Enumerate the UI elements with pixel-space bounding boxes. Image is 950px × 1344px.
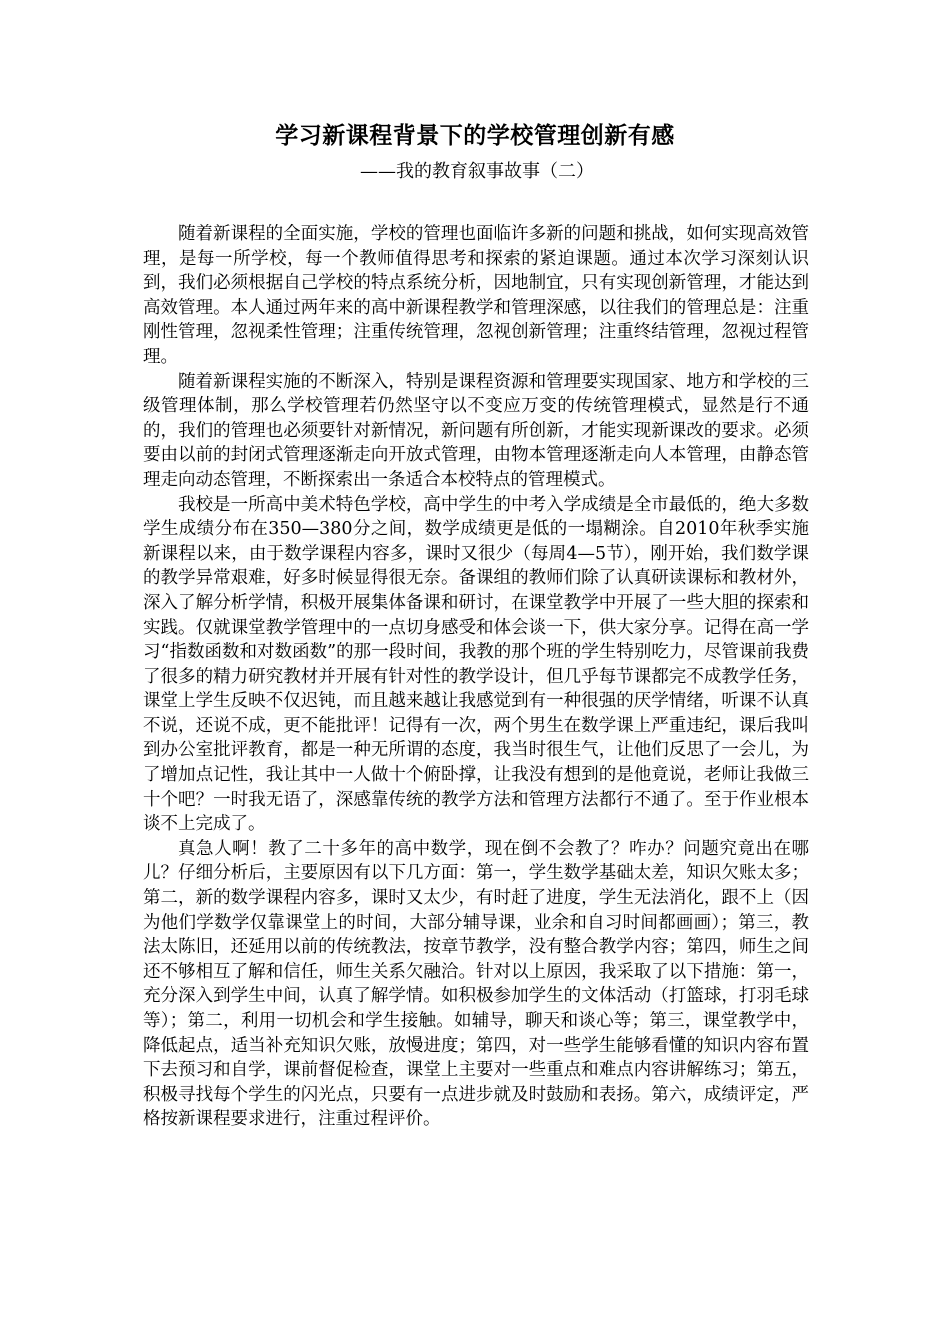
paragraph-2: 随着新课程实施的不断深入，特别是课程资源和管理要实现国家、地方和学校的三级管理体制，那么学校管理若仍然坚守以不变应万变的传统管理模式，显然是行不通的，我们的管理也必须要针对新情况，新问题有所创新，才能实现新课改的要求。必须要由以前的封闭式管理逐渐走向开放式管理，由物本管理逐渐走向人本管理，由静态管理走向动态管理，不断探索出一条适合本校特点的管理模式。: [143, 371, 809, 490]
document-title: 学习新课程背景下的学校管理创新有感: [275, 122, 675, 149]
document-body: [143, 222, 809, 1132]
document-subtitle: ——我的教育叙事故事（二）: [360, 161, 594, 182]
paragraph-1: 随着新课程的全面实施，学校的管理也面临许多新的问题和挑战，如何实现高效管理，是每一所学校，每一个教师值得思考和探索的紧迫课题。通过本次学习深刻认识到，我们必须根据自己学校的特点系统分析，因地制宜，只有实现创新管理，才能达到高效管理。本人通过两年来的高中新课程教学和管理深感，以往我们的管理总是：注重刚性管理，忽视柔性管理；注重传统管理，忽视创新管理；注重终结管理，忽视过程管理。: [143, 224, 809, 367]
paragraph-4: 真急人啊！教了二十多年的高中数学，现在倒不会教了？咋办？问题究竟出在哪儿？仔细分析后，主要原因有以下几方面：第一，学生数学基础太差，知识欠账太多；第二，新的数学课程内容多，课时又太少，有时赶了进度，学生无法消化，跟不上（因为他们学数学仅靠课堂上的时间，大部分辅导课，业余和自习时间都画画）；第三，教法太陈旧，还延用以前的传统教法，按章节教学，没有整合教学内容；第四，师生之间还不够相互了解和信任，师生关系欠融洽。针对以上原因，我采取了以下措施：第一，充分深入到学生中间，认真了解学情。如积极参加学生的文体活动（打篮球，打羽毛球等）；第二，利用一切机会和学生接触。如辅导，聊天和谈心等；第三，课堂教学中，降低起点，适当补充知识欠账，放慢进度；第四，对一些学生能够看懂的知识内容布置下去预习和自学，课前督促检查，课堂上主要对一些重点和难点内容讲解练习；第五，积极寻找每个学生的闪光点，只要有一点进步就及时鼓励和表扬。第六，成绩评定，严格按新课程要求进行，注重过程评价。: [143, 838, 809, 1130]
paragraph-3: 我校是一所高中美术特色学校，高中学生的中考入学成绩是全市最低的，绝大多数学生成绩分布在350—380分之间，数学成绩更是低的一塌糊涂。自2010年秋季实施新课程以来，由于数学课程内容多，课时又很少（每周4—5节），刚开始，我们数学课的教学异常艰难，好多时候显得很无奈。备课组的教师们除了认真研读课标和教材外，深入了解分析学情，积极开展集体备课和研讨，在课堂教学中开展了一些大胆的探索和实践。仅就课堂教学管理中的一点切身感受和体会谈一下，供大家分享。记得在高一学习“指数函数和对数函数”的那一段时间，我教的那个班的学生特别吃力，尽管课前我费了很多的精力研究教材并开展有针对性的教学设计，但几乎每节课都完不成教学任务，课堂上学生反映不仅迟钝，而且越来越让我感觉到有一种很强的厌学情绪，听课不认真不说，还说不成，更不能批评！记得有一次，两个男生在数学课上严重违纪，课后我叫到办公室批评教育，都是一种无所谓的态度，我当时很生气，让他们反思了一会儿，为了增加点记性，我让其中一人做十个俯卧撑，让我没有想到的是他竟说，老师让我做三十个吧？一时我无语了，深感靠传统的教学方法和管理方法都行不通了。至于作业根本谈不上完成了。: [143, 494, 809, 835]
